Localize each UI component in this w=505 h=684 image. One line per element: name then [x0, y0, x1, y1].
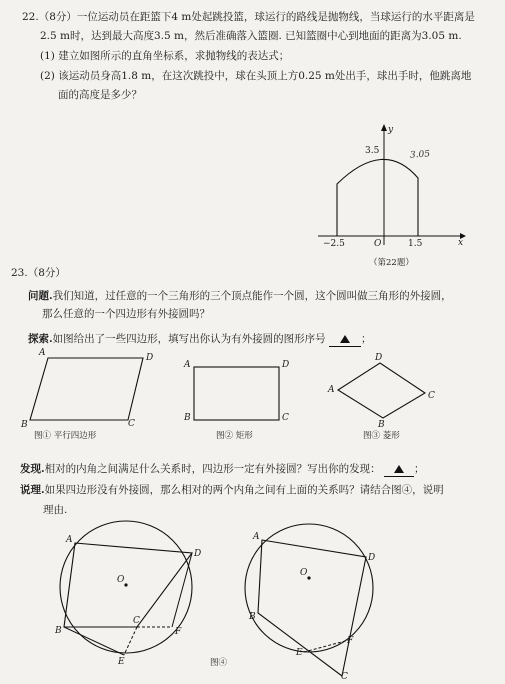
- q22-part2-cont: 面的高度是多少？: [58, 89, 142, 101]
- fig4a-vertex-c: C: [133, 616, 140, 626]
- fig2-vertex-a: A: [184, 360, 191, 370]
- explain-text: 如果四边形没有外接圆，那么相对的两个内角之间有上面的关系吗？请结合图④，说明: [44, 484, 444, 496]
- fig2-vertex-d: D: [282, 360, 290, 370]
- explore-text: 如图给出了一些四边形，填写出你认为有外接圆的图形序号: [52, 333, 326, 345]
- discover-text: 相对的内角之间满足什么关系时，四边形一定有外接圆？写出你的发现：: [44, 463, 381, 475]
- fig1-vertex-c: C: [128, 419, 135, 429]
- q22-tick-neg: −2.5: [323, 239, 345, 249]
- q22-origin-label: O: [374, 239, 382, 249]
- fig4-caption: 图④: [210, 658, 228, 668]
- fig4b-vertex-a: A: [253, 532, 260, 542]
- fig2-vertex-c: C: [282, 413, 289, 423]
- fig1-vertex-a: A: [39, 348, 46, 358]
- q22-tick-pos: 1.5: [408, 239, 423, 249]
- fig4a-vertex-b: B: [55, 626, 62, 636]
- fig4b-vertex-d: D: [368, 553, 376, 563]
- q23-problem-2: 那么任意的一个四边形有外接圆吗？: [42, 308, 210, 320]
- fig4b-vertex-f: F: [347, 636, 354, 646]
- explain-label: 说理.: [20, 484, 45, 496]
- fig3-vertex-c: C: [428, 391, 435, 401]
- fig3-vertex-b: B: [378, 420, 385, 430]
- explore-end-mark: ；: [361, 333, 372, 345]
- fig4b-vertex-c: C: [341, 672, 348, 682]
- fig4b-center-o: O: [300, 568, 308, 578]
- fig4b-vertex-e: E: [296, 648, 303, 658]
- q22-caption: （第22题）: [369, 258, 414, 268]
- fig2-vertex-b: B: [184, 413, 191, 423]
- q22-handwritten-note: 3.05: [409, 149, 431, 161]
- q22-statement: 22.（8分）一位运动员在距篮下4 m处起跳投篮，球运行的路线是抛物线，当球运行的水平距离是: [22, 11, 475, 23]
- problem-label: 问题.: [28, 290, 53, 302]
- q23-explain-2: 理由.: [43, 504, 68, 516]
- fig3-caption: 图③ 菱形: [363, 431, 400, 441]
- discover-end-mark: ；: [414, 463, 425, 475]
- q22-x-axis-label: x: [458, 238, 464, 248]
- discover-label: 发现.: [20, 463, 45, 475]
- fig3-vertex-d: D: [375, 353, 383, 363]
- q22-part1: (1) 建立如图所示的直角坐标系，求抛物线的表达式；: [40, 50, 290, 62]
- fig4a-vertex-e: E: [118, 657, 125, 667]
- fig4b-vertex-b: B: [249, 612, 256, 622]
- fig1-caption: 图① 平行四边形: [34, 431, 97, 441]
- fig4a-center-o: O: [117, 575, 125, 585]
- fig4a-vertex-a: A: [66, 535, 73, 545]
- problem-text: 我们知道，过任意的一个三角形的三个顶点能作一个圆，这个圆叫做三角形的外接圆，: [52, 290, 452, 302]
- q23-heading: 23.（8分）: [11, 267, 66, 279]
- fig3-vertex-a: A: [328, 385, 335, 395]
- q22-y-axis-label: y: [388, 125, 394, 135]
- q22-part2: (2) 该运动员身高1.8 m，在这次跳投中，球在头顶上方0.25 m处出手，球出手时，他跳离地: [40, 70, 472, 82]
- q22-statement-2: 2.5 m时，达到最大高度3.5 m，然后准确落入篮圈. 已知篮圈中心到地面的距离为3.05 m.: [40, 30, 462, 42]
- fig4a-vertex-f: F: [175, 627, 182, 637]
- explore-label: 探索.: [28, 333, 53, 345]
- q22-vertex-height: 3.5: [365, 146, 380, 156]
- fig2-caption: 图② 矩形: [216, 431, 253, 441]
- fig4a-vertex-d: D: [194, 549, 202, 559]
- fig1-vertex-d: D: [146, 353, 154, 363]
- fig1-vertex-b: B: [21, 420, 28, 430]
